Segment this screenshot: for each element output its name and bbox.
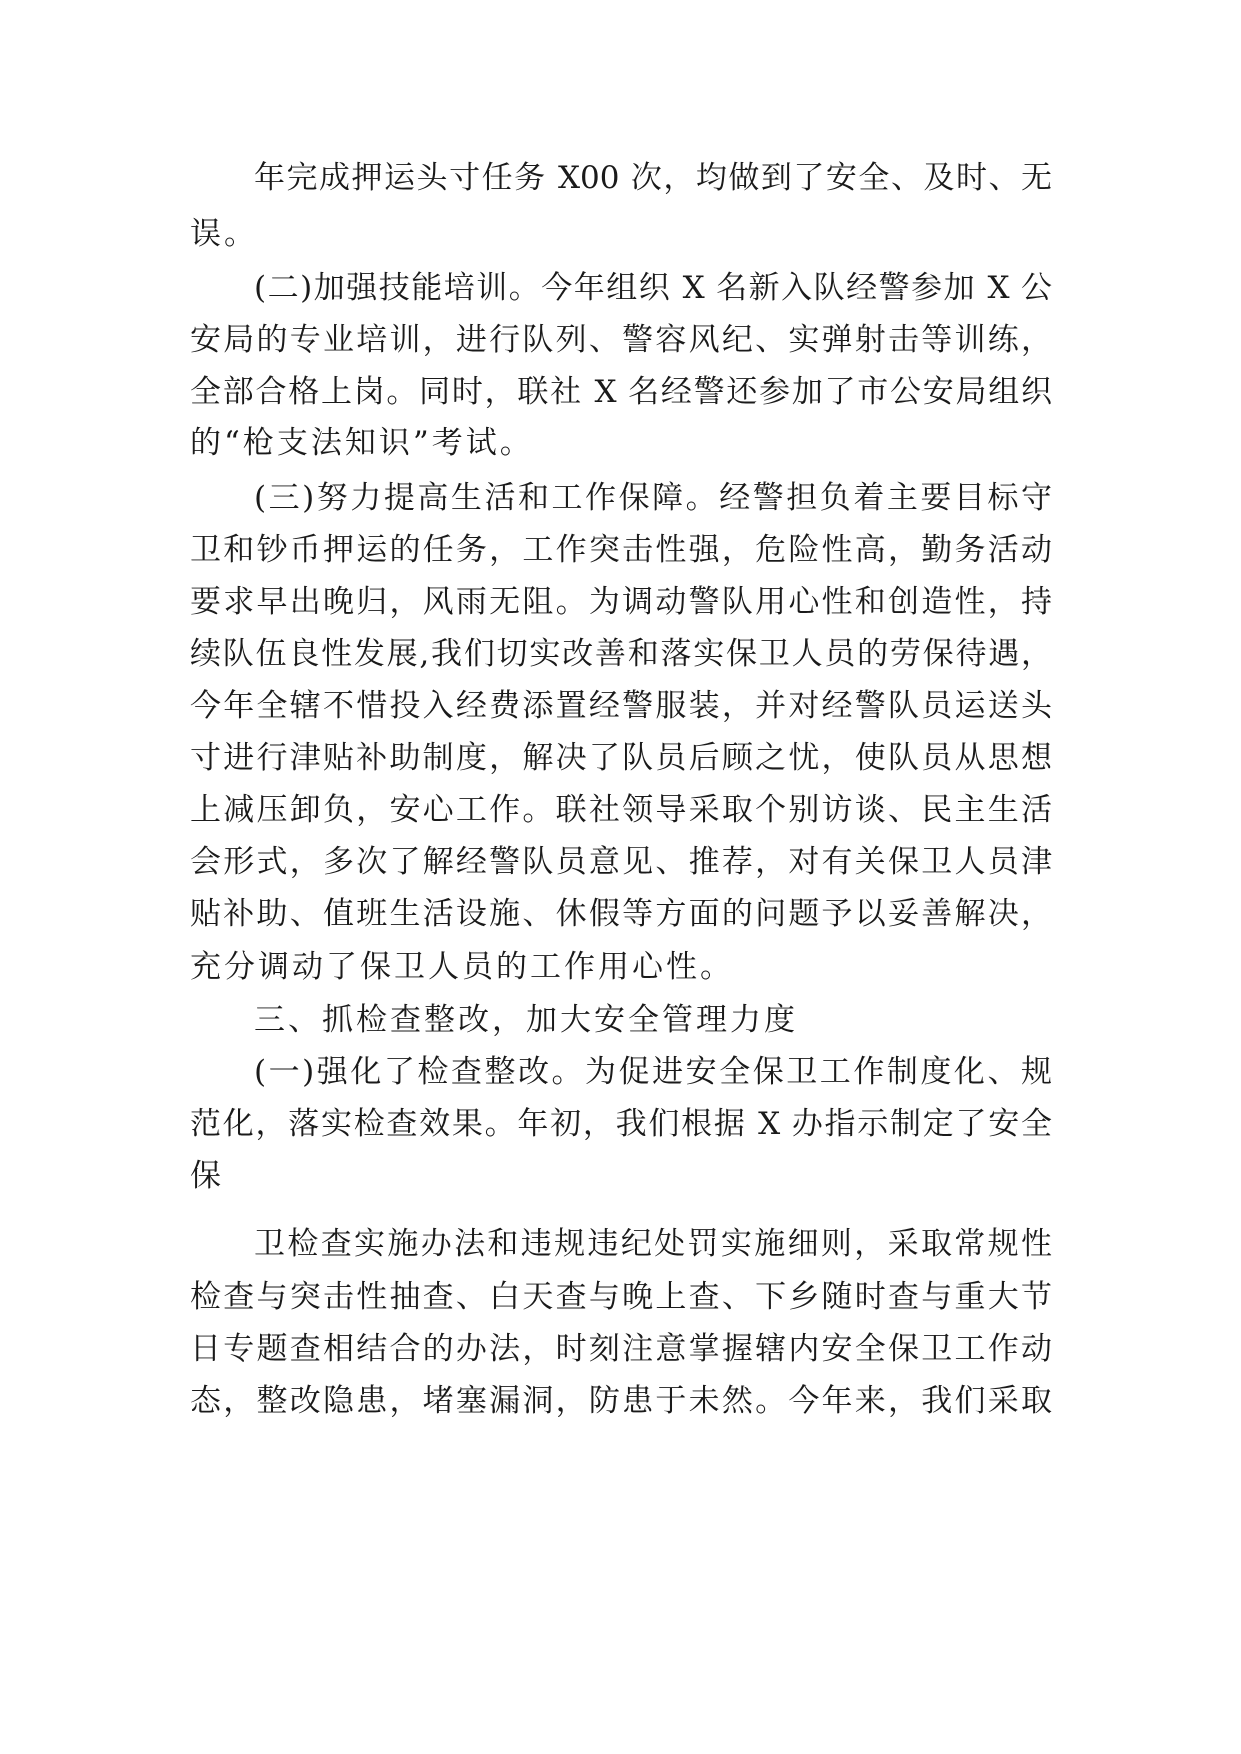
text-line: 保 [190,1158,224,1194]
text-line: (二)加强技能培训。今年组织 X 名新入队经警参加 X 公 [254,270,1052,306]
text-line: 日专题查相结合的办法，时刻注意掌握辖内安全保卫工作动 [190,1331,1052,1367]
text-line: 今年全辖不惜投入经费添置经警服装，并对经警队员运送头 [190,688,1052,724]
text-line: (一)强化了检查整改。为促进安全保卫工作制度化、规 [254,1054,1052,1090]
text-line: 上减压卸负，安心工作。联社领导采取个别访谈、民主生活 [190,792,1052,828]
text-line: 全部合格上岗。同时，联社 X 名经警还参加了市公安局组织 [190,374,1052,410]
text-line: 寸进行津贴补助制度，解决了队员后顾之忧，使队员从思想 [190,740,1052,776]
text-line: 要求早出晚归，风雨无阻。为调动警队用心性和创造性，持 [190,584,1052,620]
text-line: 卫检查实施办法和违规违纪处罚实施细则，采取常规性 [254,1226,1052,1262]
section-heading: 三、抓检查整改，加大安全管理力度 [254,1002,798,1038]
text-line: 续队伍良性发展,我们切实改善和落实保卫人员的劳保待遇， [190,636,1052,672]
text-line: 范化，落实检查效果。年初，我们根据 X 办指示制定了安全 [190,1106,1052,1142]
text-line: 卫和钞币押运的任务，工作突击性强，危险性高，勤务活动 [190,532,1052,568]
text-line: 充分调动了保卫人员的工作用心性。 [190,949,734,985]
text-line: 贴补助、值班生活设施、休假等方面的问题予以妥善解决， [190,896,1052,932]
text-line: 会形式，多次了解经警队员意见、推荐，对有关保卫人员津 [190,844,1052,880]
text-line: (三)努力提高生活和工作保障。经警担负着主要目标守 [254,480,1052,516]
text-line: 误。 [190,216,258,252]
text-line: 检查与突击性抽查、白天查与晚上查、下乡随时查与重大节 [190,1279,1052,1315]
text-line: 的“枪支法知识”考试。 [190,425,534,461]
text-line: 安局的专业培训，进行队列、警容风纪、实弹射击等训练， [190,322,1052,358]
text-line: 年完成押运头寸任务 X00 次，均做到了安全、及时、无 [254,160,1052,196]
text-line: 态，整改隐患，堵塞漏洞，防患于未然。今年来，我们采取 [190,1383,1052,1419]
